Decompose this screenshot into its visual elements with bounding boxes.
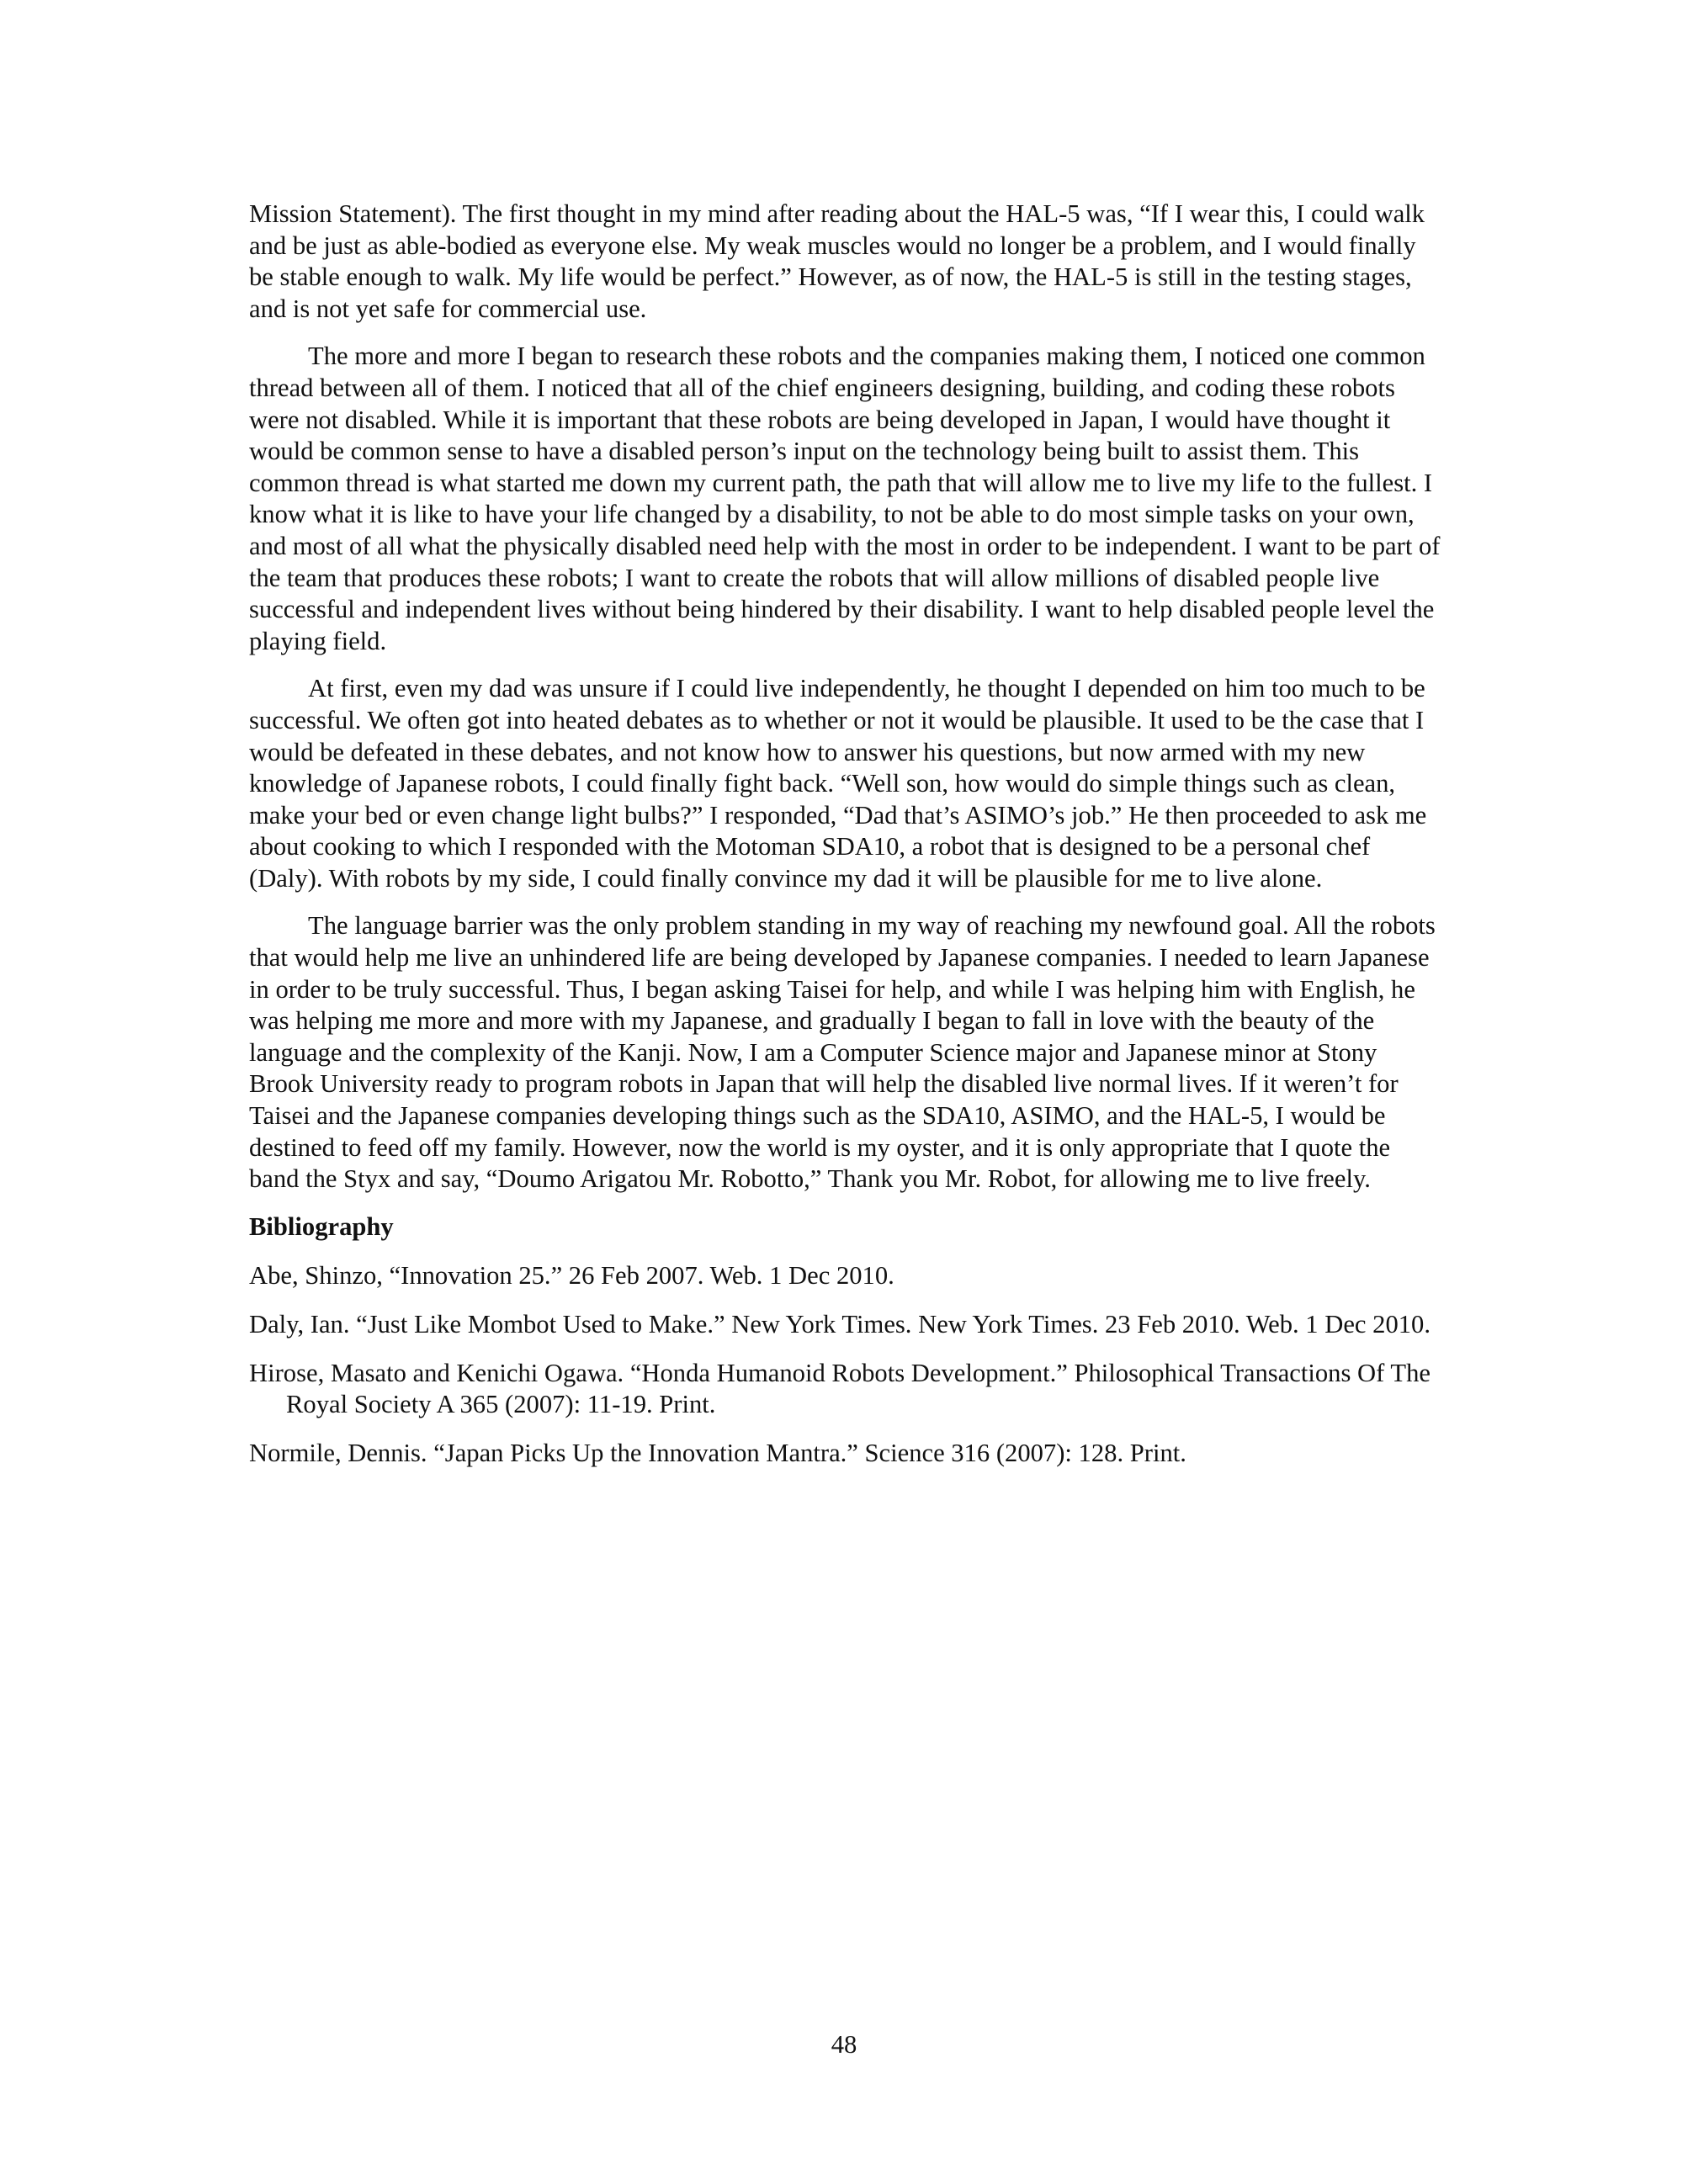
body-paragraph-1: Mission Statement). The first thought in my mind after reading about the HAL-5 was, “If I wear this, I could walk and be just as able-bodied as everyone else. My weak muscles would no longer be a problem, and I would finally be stable enough to walk. My life would be perfect.” However, as of now, the HAL-5 is still in the testing stages, and is not yet safe for commercial use.	[249, 199, 1425, 323]
bibliography-entry: Abe, Shinzo, “Innovation 25.” 26 Feb 2007. Web. 1 Dec 2010.	[249, 1261, 894, 1291]
bibliography-heading: Bibliography	[249, 1211, 394, 1241]
page-body	[249, 199, 1444, 1486]
bibliography-list	[249, 1260, 1444, 1469]
body-paragraph-3: At first, even my dad was unsure if I could live independently, he thought I depended on him too much to be successful. We often got into heated debates as to whether or not it would be plausible. It used to be the case that I would be defeated in these debates, and not know how to answer his questions, but now armed with my new knowledge of Japanese robots, I could finally fight back. “Well son, how would do simple things such as clean, make your bed or even change light bulbs?” I responded, “Dad that’s ASIMO’s job.” He then proceeded to ask me about cooking to which I responded with the Motoman SDA10, a robot that is designed to be a personal chef (Daly). With robots by my side, I could finally convince my dad it will be plausible for me to live alone.	[249, 674, 1427, 893]
body-paragraph-4: The language barrier was the only problem standing in my way of reaching my newfound goal. All the robots that would help me live an unhindered life are being developed by Japanese companies. I needed to learn Japanese in order to be truly successful. Thus, I began asking Taisei for help, and while I was helping him with English, he was helping me more and more with my Japanese, and gradually I began to fall in love with the beauty of the language and the complexity of the Kanji. Now, I am a Computer Science major and Japanese minor at Stony Brook University ready to program robots in Japan that will help the disabled live normal lives. If it weren’t for Taisei and the Japanese companies developing things such as the SDA10, ASIMO, and the HAL-5, I would be destined to feed off my family. However, now the world is my oyster, and it is only appropriate that I quote the band the Styx and say, “Doumo Arigatou Mr. Robotto,” Thank you Mr. Robot, for allowing me to live freely.	[249, 911, 1436, 1194]
bibliography-entry: Daly, Ian. “Just Like Mombot Used to Make.” New York Times. New York Times. 23 Feb 2010. Web. 1 Dec 2010.	[249, 1310, 1431, 1338]
bibliography-entry: Hirose, Masato and Kenichi Ogawa. “Honda Humanoid Robots Development.” Philosophical Transactions Of The Royal Society A 365 (2007): 11-19. Print.	[249, 1358, 1431, 1419]
bibliography-entry: Normile, Dennis. “Japan Picks Up the Innovation Mantra.” Science 316 (2007): 128. Print.	[249, 1438, 1186, 1467]
page-number: 48	[831, 2030, 857, 2059]
body-paragraph-2: The more and more I began to research these robots and the companies making them, I noticed one common thread between all of them. I noticed that all of the chief engineers designing, building, and coding these robots were not disabled. While it is important that these robots are being developed in Japan, I would have thought it would be common sense to have a disabled person’s input on the technology being built to assist them. This common thread is what started me down my current path, the path that will allow me to live my life to the fullest. I know what it is like to have your life changed by a disability, to not be able to do most simple tasks on your own, and most of all what the physically disabled need help with the most in order to be independent. I want to be part of the team that produces these robots; I want to create the robots that will allow millions of disabled people live successful and independent lives without being hindered by their disability. I want to help disabled people level the playing field.	[249, 342, 1441, 655]
